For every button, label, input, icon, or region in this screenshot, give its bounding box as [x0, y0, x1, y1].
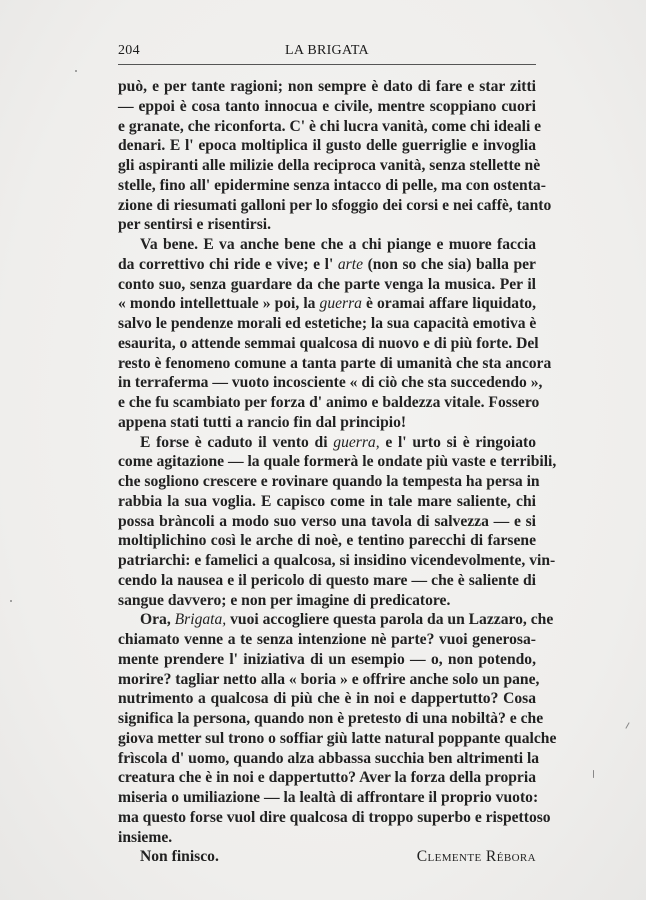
text-line: per sentirsi e risentirsi. — [118, 216, 272, 234]
paragraph — [118, 433, 557, 611]
text-line: esaurita, o attende semmai qualcosa di nuovo e di più forte. Del — [118, 334, 539, 352]
text-line: ma questo forse vuol dire qualcosa di troppo superbo e rispettoso — [118, 808, 551, 826]
text-line: e che fu scambiato per forza d' animo e baldezza vitale. Fossero — [118, 394, 540, 411]
text-line: miseria o umiliazione — la lealtà di affrontare il proprio vuoto: — [118, 789, 539, 806]
paper-speck — [593, 770, 594, 778]
text-line: creatura che è in noi e dappertutto? Aver la forza della propria — [118, 769, 536, 787]
text-line: da correttivo chi ride e vive; e l' arte (non so che sia) balla per — [118, 255, 536, 273]
text-line: insieme. — [118, 828, 173, 846]
signoff — [118, 847, 536, 867]
text-line: appena stati tutti a rancio fin dal principio! — [118, 413, 407, 431]
text-line: rabbia la sua voglia. E capisco come in tale mare saliente, chi — [118, 492, 536, 510]
author-signature: Clemente Rébora — [416, 848, 536, 866]
text-line: e granate, che riconforta. C' è chi lucra vanità, come chi ideali e — [118, 117, 542, 135]
closing-text: Non finisco. — [140, 848, 219, 866]
text-line: che sogliono crescere e rovinare quando la tempesta ha persa in — [118, 473, 540, 490]
text-line: resto è fenomeno comune a tanta parte di umanità che sta ancora — [118, 354, 552, 372]
text-line: giova metter sul trono o soffiar giù latte natural poppante qualche — [118, 729, 557, 747]
text-line: frìscola d' uomo, quando alza abbassa succhia ben altrimenti la — [118, 749, 540, 767]
paper-speck — [625, 722, 629, 729]
italic-term: guerra — [319, 295, 362, 313]
text-line: in terraferma — vuoto incosciente « di ciò che sta succedendo », — [118, 374, 543, 392]
text-line: conto suo, senza guardare da che parte venga la musica. Per il — [118, 275, 536, 293]
text-line: stelle, fino all' epidermine senza intacco di pelle, ma con ostenta- — [118, 176, 546, 194]
article-body — [118, 77, 557, 867]
text-line: — eppoi è cosa tanto innocua e civile, mentre scoppiano cuori — [118, 97, 536, 115]
text-line: cendo la nausea e il pericolo di questo mare — che è saliente di — [118, 571, 536, 589]
paragraph — [118, 235, 552, 433]
header-rule — [118, 64, 536, 65]
text-line: significa la persona, quando non è pretesto di una nobiltà? e che — [118, 710, 544, 727]
running-head — [118, 43, 536, 61]
text-line: zione di riesumati galloni per lo sfoggio dei corsi e nei caffè, tanto — [118, 196, 552, 214]
text-line: moltiplichino così le arche di noè, e tentino parecchi di farsene — [118, 532, 536, 550]
text-line: sangue davvero; e non per imagine di predicatore. — [118, 591, 451, 609]
page-number: 204 — [118, 43, 140, 58]
text-line: possa bràncoli a modo suo verso una tavola di salvezza — e si — [118, 512, 536, 530]
text-line: può, e per tante ragioni; non sempre è dato di fare e star zitti — [118, 78, 536, 95]
text-line: Ora, Brigata, vuoi accogliere questa parola da un Lazzaro, che — [140, 611, 554, 629]
text-line: « mondo intellettuale » poi, la guerra è oramai affare liquidato, — [118, 295, 536, 313]
text-line: salvo le pendenze morali ed estetiche; la sua capacità emotiva è — [118, 315, 537, 332]
text-line: gli aspiranti alle milizie della reciproca vanità, senza stellette nè — [118, 157, 541, 174]
italic-term: Brigata, — [174, 611, 227, 629]
text-line: come agitazione — la quale formerà le ondate più vaste e terribili, — [118, 453, 557, 471]
text-line: E forse è caduto il vento di guerra, e l' urto si è ringoiato — [140, 433, 536, 451]
paragraph — [118, 77, 552, 235]
italic-term: guerra, — [333, 433, 380, 451]
text-line: chiamato venne a te senza intenzione nè parte? vuoi generosa- — [118, 631, 536, 648]
text-line: patriarchi: e famelici a qualcosa, si insidino vicendevolmente, vin- — [118, 552, 556, 569]
italic-term: arte — [337, 255, 363, 273]
text-line: nutrimento a qualcosa di più che è in noi e dappertutto? Cosa — [118, 690, 536, 708]
paper-speck — [10, 600, 12, 602]
text-line: morire? tagliar netto alla « boria » e offrire anche solo un pane, — [118, 670, 540, 688]
paper-speck — [75, 70, 77, 72]
text-line: Va bene. E va anche bene che a chi piange e muore faccia — [140, 236, 536, 253]
text-line: denari. E l' epoca moltiplica il gusto delle guerriglie e invoglia — [118, 137, 536, 155]
journal-title: LA BRIGATA — [285, 43, 369, 58]
text-line: mente prendere l' iniziativa di un esempio — o, non potendo, — [118, 650, 536, 668]
paragraph — [118, 610, 557, 847]
